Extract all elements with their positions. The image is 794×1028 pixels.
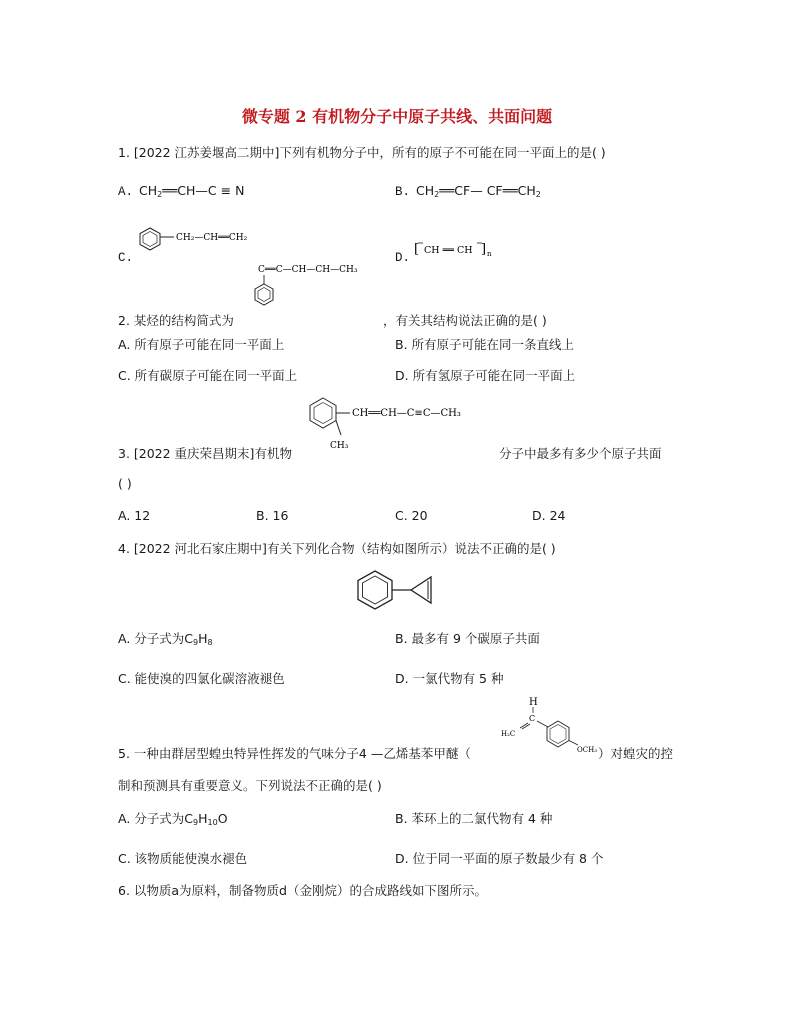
q1-option-c-label: C. — [118, 251, 134, 265]
q1-option-a-sub: 2 — [157, 190, 163, 199]
q5-structure-h: H — [529, 697, 538, 708]
q3-option-c: C. 20 — [395, 508, 428, 523]
q1-option-b — [395, 183, 541, 199]
question-2-pre: 2. 某烃的结构简式为 — [118, 313, 234, 328]
q4-option-a-mid: H — [198, 631, 208, 646]
q4-option-a — [118, 629, 213, 647]
q5-structure-c: C — [529, 714, 536, 723]
q2-option-a: A. 所有原子可能在同一平面上 — [118, 337, 285, 352]
q1-option-a-post: ══CH—C ≡ N — [162, 183, 245, 198]
q5-option-d: D. 位于同一平面的原子数最少有 8 个 — [395, 851, 604, 866]
q4-option-d: D. 一氯代物有 5 种 — [395, 671, 504, 686]
q5-option-b: B. 苯环上的二氯代物有 4 种 — [395, 811, 553, 826]
question-1-stem: 1. [2022 江苏姜堰高二期中]下列有机物分子中，所有的原子不可能在同一平面上的是( ) — [118, 145, 606, 160]
q1-option-a-pre: CH — [139, 183, 158, 198]
q1-option-c-chain: CH₂—CH══CH₂ — [176, 233, 248, 243]
question-6-stem: 6. 以物质a为原料，制备物质d（金刚烷）的合成路线如下图所示。 — [118, 883, 487, 898]
q5-option-a-s1: 9 — [193, 818, 199, 827]
q4-option-a-s1: 9 — [193, 638, 199, 647]
q1-option-c-structure — [136, 226, 276, 256]
question-5-line2: 制和预测具有重要意义。下列说法不正确的是( ) — [118, 778, 382, 793]
q5-option-c: C. 该物质能使溴水褪色 — [118, 851, 248, 866]
q5-option-a — [118, 809, 228, 827]
q1-option-a-label: A. — [118, 185, 134, 199]
q1-option-d-polymer — [414, 238, 514, 262]
q2-structure — [250, 262, 380, 312]
q5-structure-och3: OCH₃ — [577, 746, 598, 754]
q5-option-a-mid: H — [198, 811, 208, 826]
page-title: 微专题 2 有机物分子中原子共线、共面问题 — [241, 107, 553, 126]
q1-option-d-n: n — [487, 250, 492, 258]
q5-option-a-pre: A. 分子式为C — [118, 811, 194, 826]
q1-option-d-label: D. — [395, 251, 411, 265]
q2-structure-chain: C══C—CH—CH—CH₃ — [258, 265, 358, 275]
question-5-line1-pre: 5. 一种由群居型蝗虫特异性挥发的气味分子4 —乙烯基苯甲醚（ — [118, 746, 471, 761]
q3-structure-chain: CH══CH—C≡C—CH₃ — [352, 408, 461, 419]
q2-option-d: D. 所有氢原子可能在同一平面上 — [395, 368, 576, 383]
question-3-post: 分子中最多有多少个原子共面 — [499, 446, 662, 461]
q5-structure — [498, 693, 608, 765]
svg-text:]: ] — [481, 242, 487, 257]
question-5-line1-post: ）对蝗灾的控 — [598, 746, 674, 761]
svg-text:[: [ — [414, 242, 420, 257]
q1-option-b-label: B. — [395, 185, 411, 199]
q3-option-b: B. 16 — [256, 508, 289, 523]
q1-option-b-p2: ══CF— CF══CH — [439, 183, 536, 198]
q1-option-b-s1: 2 — [434, 190, 440, 199]
question-3-pre: 3. [2022 重庆荣昌期末]有机物 — [118, 446, 292, 461]
q1-option-a — [118, 183, 244, 199]
q1-option-b-s2: 2 — [535, 190, 541, 199]
q3-option-d: D. 24 — [532, 508, 566, 523]
question-4-stem: 4. [2022 河北石家庄期中]有关下列化合物（结构如图所示）说法不正确的是( ) — [118, 541, 556, 556]
q2-option-b: B. 所有原子可能在同一条直线上 — [395, 337, 575, 352]
question-3-paren: ( ) — [118, 476, 132, 491]
q5-option-a-post: O — [217, 811, 228, 826]
q1-option-b-p1: CH — [416, 183, 435, 198]
q5-structure-h2c: H₂C — [501, 730, 516, 738]
q3-structure-methyl: CH₃ — [330, 441, 349, 451]
q3-option-a: A. 12 — [118, 508, 151, 523]
question-2-post: ，有关其结构说法正确的是( ) — [383, 313, 547, 328]
q4-option-a-s2: 8 — [207, 638, 213, 647]
q5-option-a-s2: 10 — [207, 818, 218, 827]
q4-option-b: B. 最多有 9 个碳原子共面 — [395, 631, 540, 646]
q1-option-d-poly: CH ══ CH — [424, 245, 473, 256]
q4-structure — [355, 568, 445, 612]
q2-option-c: C. 所有碳原子可能在同一平面上 — [118, 368, 298, 383]
q4-option-c: C. 能使溴的四氯化碳溶液褪色 — [118, 671, 285, 686]
q4-option-a-pre: A. 分子式为C — [118, 631, 194, 646]
q3-structure — [305, 395, 515, 457]
